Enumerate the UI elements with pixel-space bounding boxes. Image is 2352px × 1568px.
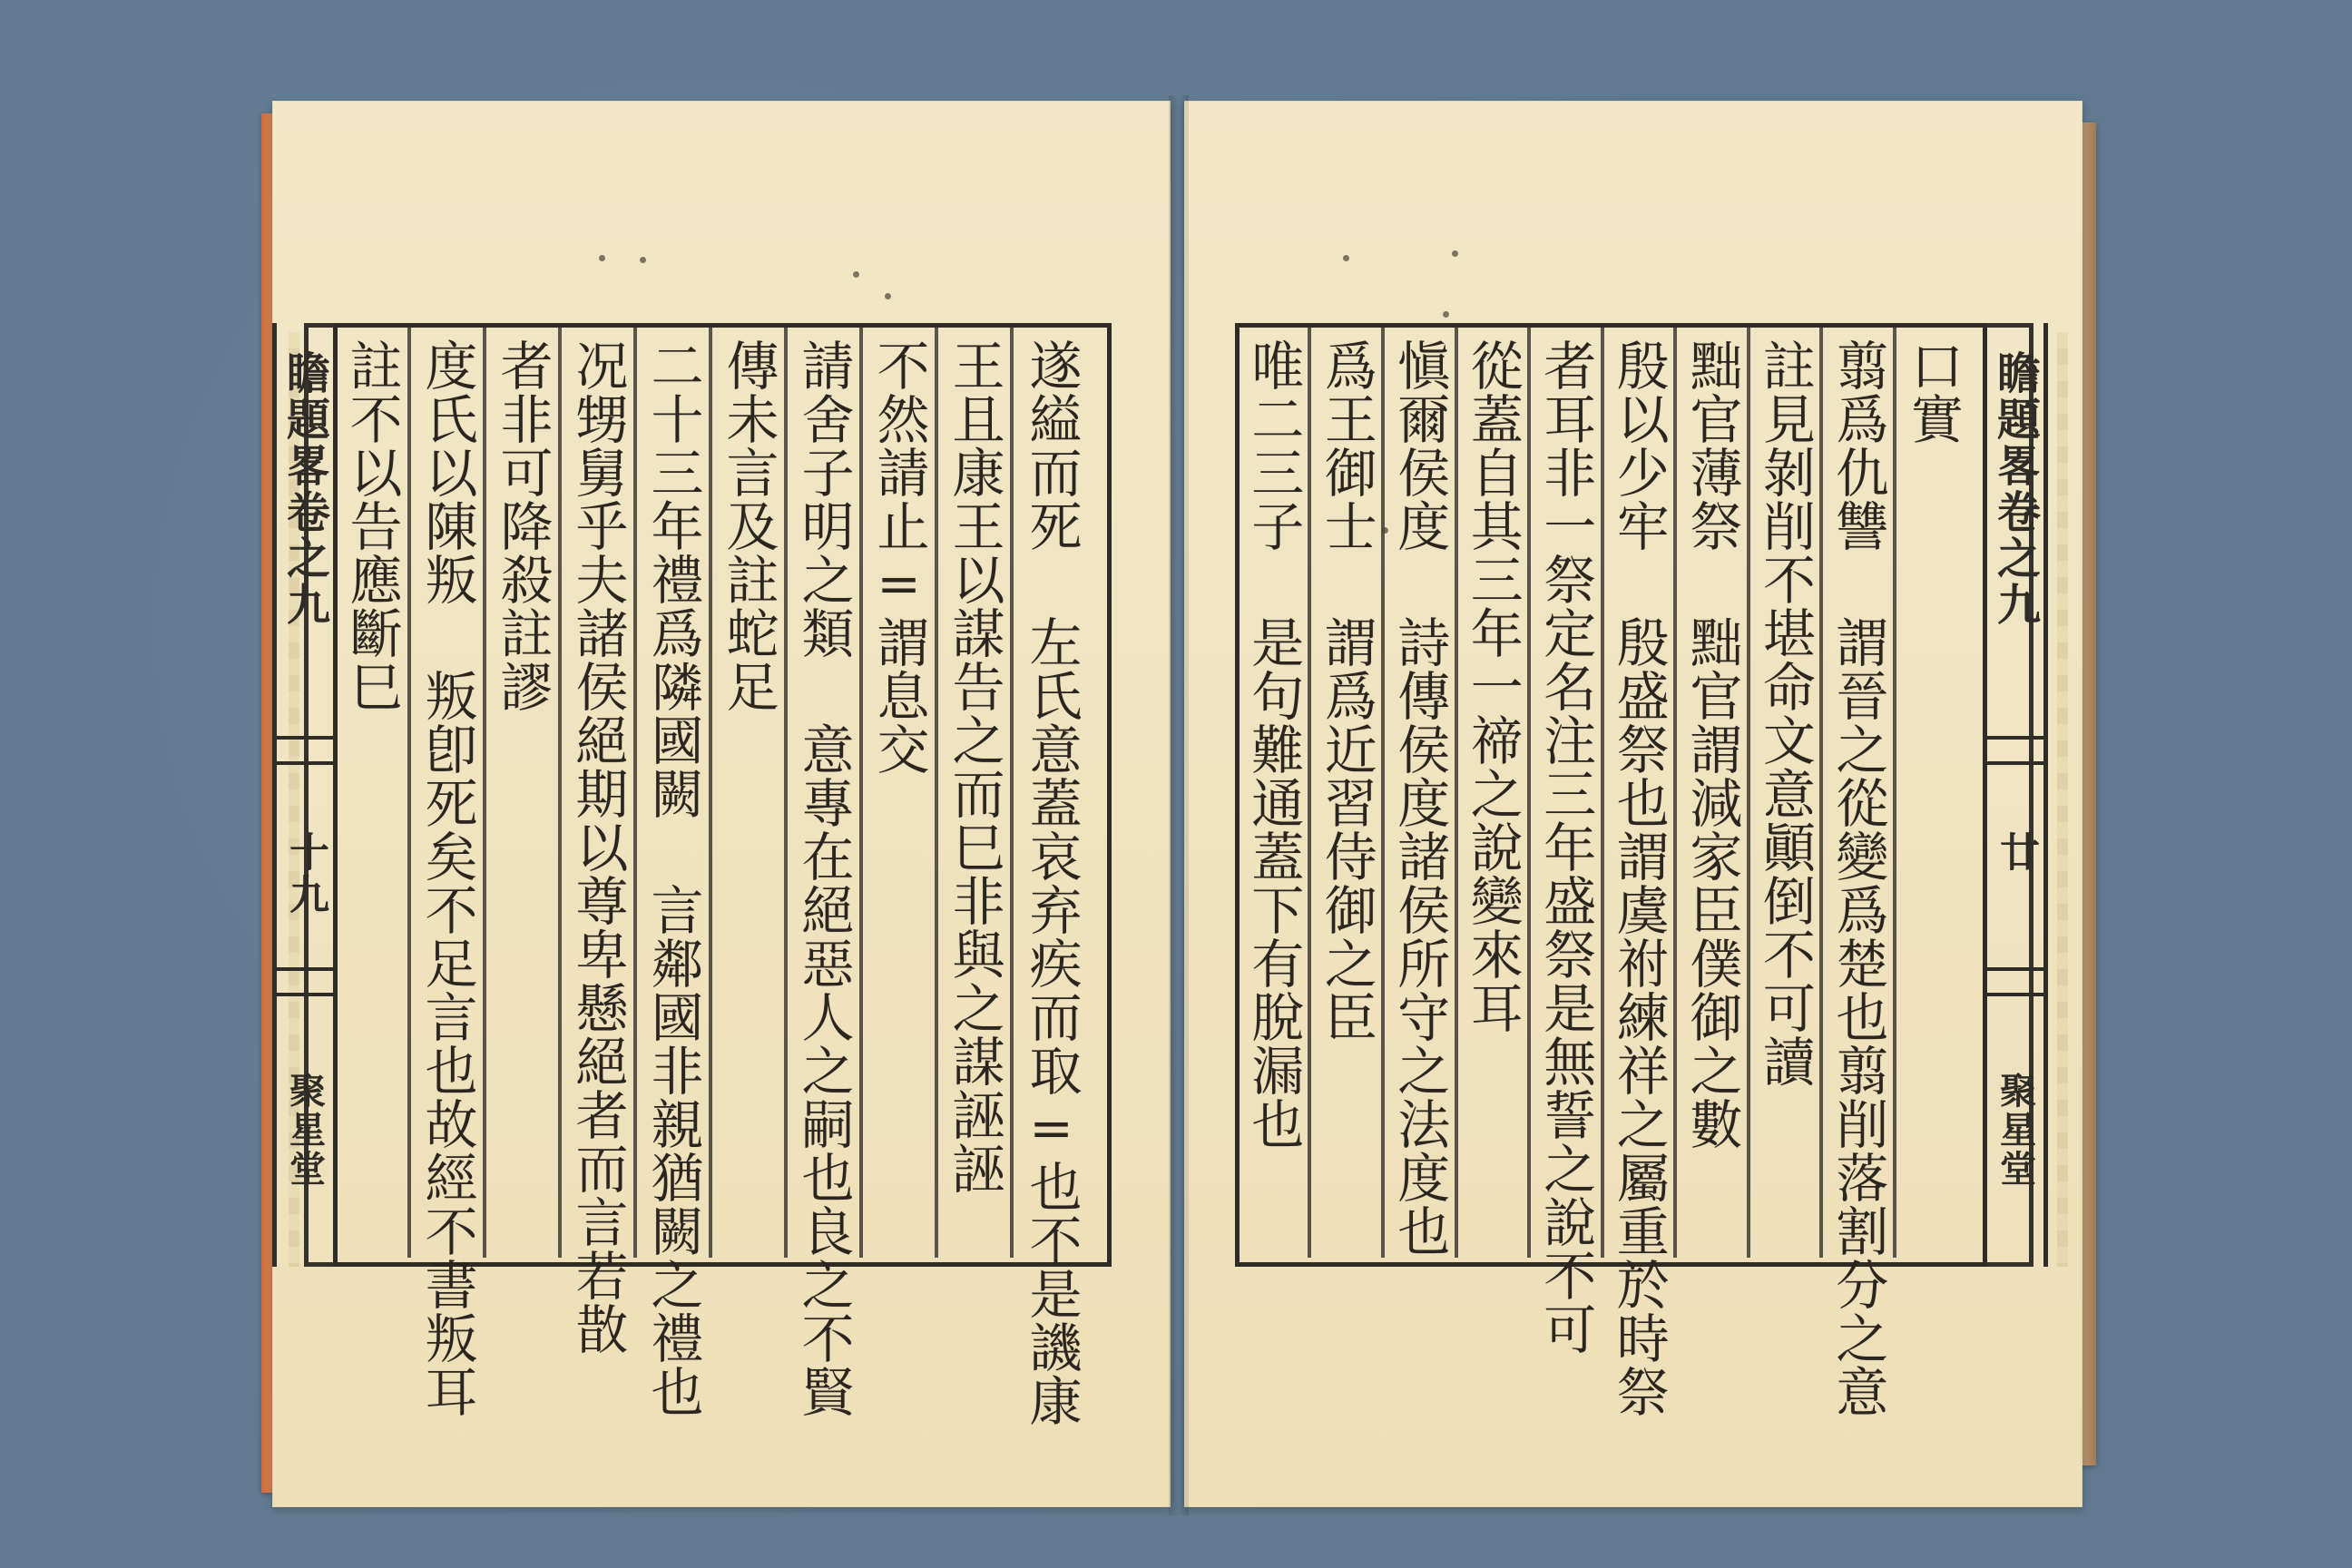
right-column-4: [1677, 328, 1750, 1258]
left-fishtail-bottom: [277, 967, 333, 996]
left-column-text-6: 二十三年禮爲隣國闕 言鄰國非親猶闕之禮也: [642, 338, 704, 1418]
left-text-grid: [336, 328, 1089, 1427]
left-column-text-10: 註不以告應斷巳: [340, 338, 403, 713]
right-column-text-3: 註見剝削不堪命文意顚倒不可讀: [1753, 338, 1816, 1088]
left-column-text-1: 遂縊而死 左氏意蓋哀弃疾而取=也不是譏康: [1020, 338, 1083, 1427]
right-column-text-1: 口實: [1901, 338, 1964, 446]
left-fishtail-top: [277, 736, 333, 765]
right-text-grid: [1239, 328, 1969, 1418]
right-page-margin-strip: [2057, 332, 2068, 1267]
left-column-4: [788, 328, 863, 1418]
left-column-text-3: 不然請止=謂息交: [867, 338, 930, 776]
right-centerfold-title: 瞻題畧卷之九: [1989, 350, 2041, 628]
right-column-text-4: 黜官薄祭 黜官謂減家臣僕御之數: [1681, 338, 1743, 1151]
right-column-text-5: 殷以少牢 殷盛祭也謂虞祔練祥之屬重於時祭: [1607, 338, 1670, 1418]
right-centerfold-publisher: 聚星堂: [1994, 1072, 2037, 1189]
right-column-1: [1896, 328, 1969, 1258]
left-column-9: [411, 328, 486, 1418]
left-column-3: [863, 328, 938, 1258]
left-centerfold-publisher: 聚星堂: [283, 1072, 327, 1189]
right-column-text-10: 唯二三子 是句難通蓋下有脫漏也: [1242, 338, 1305, 1151]
right-column-text-2: 翦爲仇讐 謂晉之從變爲楚也翦削落割分之意: [1827, 338, 1889, 1418]
right-column-10: [1239, 328, 1312, 1258]
left-column-text-8: 者非可降殺註謬: [491, 338, 554, 713]
right-centerfold-folio: 廿: [1993, 831, 2039, 874]
left-column-text-2: 王且康王以謀告之而巳非與之謀誣誣: [943, 338, 1005, 1195]
left-column-7: [562, 328, 637, 1356]
left-column-text-7: 况甥舅乎夫諸侯絕期以尊卑懸絕者而言若㪚: [566, 338, 629, 1356]
left-page: [272, 101, 1171, 1507]
right-column-7: [1458, 328, 1532, 1258]
right-fishtail-bottom: [1987, 967, 2043, 996]
left-column-6: [637, 328, 712, 1418]
left-column-2: [938, 328, 1014, 1258]
right-column-text-6: 者耳非一祭定名注三年盛祭是無誓之說不可: [1534, 338, 1597, 1356]
right-column-text-7: 從蓋自其三年一禘之說變來耳: [1461, 338, 1524, 1034]
right-page-centerfold: [1983, 323, 2048, 1267]
left-column-text-5: 傳未言及註蛇足: [717, 338, 779, 713]
right-column-9: [1311, 328, 1385, 1258]
right-fishtail-top: [1987, 736, 2043, 765]
left-centerfold-folio: 十九: [282, 831, 328, 916]
left-centerfold-title: 瞻題畧卷之九: [279, 350, 330, 628]
left-column-text-4: 請舍子明之類 意專在絕惡人之嗣也良之不賢: [792, 338, 855, 1418]
right-column-3: [1750, 328, 1824, 1258]
left-column-1: [1014, 328, 1089, 1427]
right-column-6: [1531, 328, 1604, 1356]
right-column-8: [1385, 328, 1458, 1258]
open-book: [254, 95, 2105, 1515]
left-page-centerfold: [272, 323, 338, 1267]
left-column-text-9: 度氏以陳叛 叛卽死矣不足言也故經不書叛耳: [416, 338, 478, 1418]
right-column-5: [1604, 328, 1678, 1418]
right-column-text-8: 愼爾侯度 詩傳侯度諸侯所守之法度也: [1388, 338, 1451, 1258]
right-page: [1184, 101, 2082, 1507]
left-column-8: [486, 328, 562, 1258]
left-column-10: [336, 328, 411, 1258]
right-column-2: [1823, 328, 1896, 1418]
left-column-5: [712, 328, 788, 1258]
right-column-text-9: 爲王御士 謂爲近習侍御之臣: [1315, 338, 1377, 1044]
